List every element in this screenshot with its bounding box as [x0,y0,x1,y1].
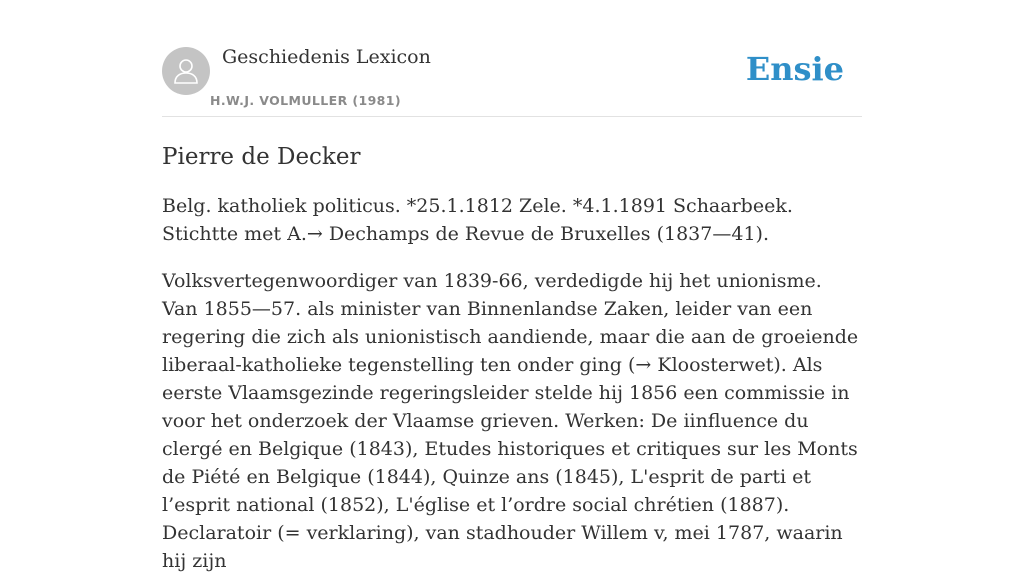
entry-paragraph-1: Belg. katholiek politicus. *25.1.1812 Zele. *4.1.1891 Schaarbeek. Stichtte met A.→ Dechamps de Revue de Bruxelles (1837—41). [162,195,793,245]
ensie-logo[interactable]: Ensie [745,50,844,88]
entry-paragraph-2: Volksvertegenwoordiger van 1839-66, verdedigde hij het unionisme. Van 1855—57. als minister van Binnenlandse Zaken, leider van een regering die zich als unionistisch aandiende, maar die aan de groeiende liberaal-katholieke tegenstelling ten onder ging (→ Kloosterwet). Als eerste Vlaamsgezinde regeringsleider stelde hij 1856 een commissie in voor het onderzoek der Vlaamse grieven. Werken: De iinfluence du clergé en Belgique (1843), Etudes historiques et critiques sur les Monts de Piété en Belgique (1844), Quinze ans (1845), L'esprit de parti et l’esprit national (1852), L'église et l’ordre social chrétien (1887). Declaratoir (= verklaring), van stadhouder Willem v, mei 1787, waarin hij zijn [162,270,859,572]
source-author: H.W.J. VOLMULLER (1981) [210,93,401,108]
source-title-link[interactable]: Geschiedenis Lexicon [222,46,431,68]
source-header [162,0,862,117]
article-page [162,0,862,575]
avatar[interactable] [162,47,210,95]
entry-title: Pierre de Decker [162,144,361,170]
user-icon [171,56,201,86]
